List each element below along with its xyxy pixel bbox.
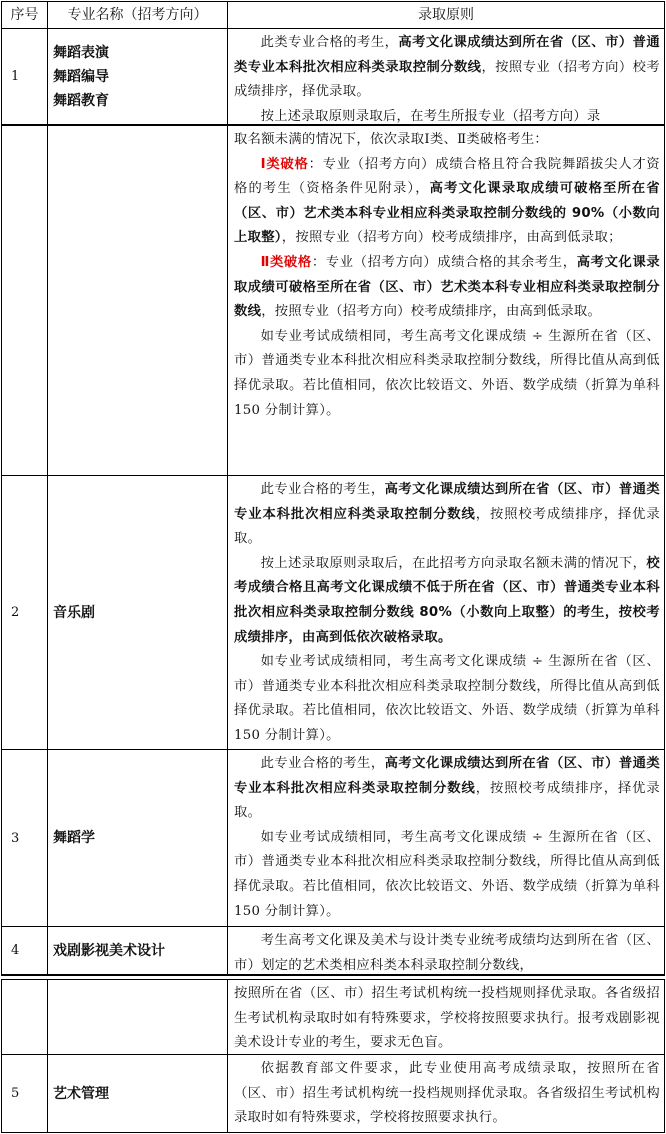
- row-index: 3: [11, 830, 20, 846]
- principle-paragraph: Ⅱ类破格：专业（招考方向）成绩合格的其余考生，高考文化课录取成绩可破格至所在省（区、市）艺术类本科专业相应科类录取控制分数线，按照专业（招考方向）校考成绩排序，由高到低录取。: [234, 254, 661, 320]
- major-name: 戏剧影视美术设计: [53, 942, 165, 959]
- principle-paragraph: 如专业考试成绩相同，考生高考文化课成绩 ÷ 生源所在省（区、市）普通类专业本科批次相应科类录取控制分数线，所得比值从高到低择优录取。若比值相同，依次比较语文、外语、数学成绩（折算为单科 150 分制计算）。: [234, 328, 660, 418]
- principle-paragraph: 考生高考文化课及美术与设计类专业统考成绩均达到所在省（区、市）划定的艺术类相应科类本科录取控制分数线，: [234, 933, 660, 973]
- major-names: [48, 29, 227, 124]
- major-name: 舞蹈教育: [53, 92, 109, 109]
- principle-text: [228, 1055, 664, 1132]
- header-principle: 录取原则: [418, 7, 474, 23]
- principle-paragraph: 此专业合格的考生，高考文化课成绩达到所在省（区、市）普通类专业本科批次相应科类录取控制分数线，按照校考成绩排序，择优录取。: [234, 756, 661, 821]
- principle-text: [228, 126, 664, 475]
- row-index: 4: [11, 943, 20, 958]
- principle-paragraph: 按上述录取原则录取后，在此招考方向录取名额未满的情况下，校考成绩合格且高考文化课成绩不低于所在省（区、市）普通类专业本科批次相应科类录取控制分数线 80%（小数向上取整）的考生，按校考成绩排序，由高到低依次破格录取。: [234, 555, 660, 645]
- principle-paragraph: 依据教育部文件要求，此专业使用高考成绩录取，按照所在省（区、市）招生考试机构统一投档规则择优录取。各省级招生考试机构录取时如有特殊要求，学校将按照要求执行。: [234, 1061, 660, 1126]
- principle-text: [228, 980, 664, 1054]
- row-index: 1: [11, 69, 20, 84]
- principle-text: [228, 29, 664, 124]
- major-name: 舞蹈表演: [53, 44, 109, 61]
- principle-paragraph: 如专业考试成绩相同，考生高考文化课成绩 ÷ 生源所在省（区、市）普通类专业本科批次相应科类录取控制分数线，所得比值从高到低择优录取。若比值相同，依次比较语文、外语、数学成绩（折算为单科 150 分制计算）。: [234, 829, 660, 919]
- table-border-bottom: [1, 1132, 665, 1133]
- row-index: 5: [11, 1086, 20, 1101]
- principle-paragraph: 按上述录取原则录取后，在考生所报专业（招考方向）录: [260, 108, 601, 124]
- exception-label: Ⅰ类破格: [260, 156, 309, 172]
- exception-label: Ⅱ类破格: [260, 254, 312, 270]
- principle-paragraph: 此专业合格的考生，高考文化课成绩达到所在省（区、市）普通类专业本科批次相应科类录取控制分数线，按照校考成绩排序，择优录取。: [234, 482, 661, 547]
- major-name: 舞蹈编导: [53, 68, 109, 85]
- header-index: 序号: [10, 7, 39, 23]
- principle-paragraph: 如专业考试成绩相同，考生高考文化课成绩 ÷ 生源所在省（区、市）普通类专业本科批次相应科类录取控制分数线，所得比值从高到低择优录取。若比值相同，依次比较语文、外语、数学成绩（折算为单科 150 分制计算）。: [234, 654, 660, 743]
- principle-paragraph: Ⅰ类破格：专业（招考方向）成绩合格且符合我院舞蹈拔尖人才资格的考生（资格条件见附录），高考文化课录取成绩可破格至所在省（区、市）艺术类本科专业相应科类录取控制分数线的 90%（小数向上取整），按照专业（招考方向）校考成绩排序，由高到低录取；: [234, 156, 661, 246]
- table-border-right: [664, 1, 665, 975]
- header-major: 专业名称（招考方向）: [67, 7, 208, 23]
- principle-text: [228, 927, 664, 974]
- row-index: 2: [11, 605, 20, 620]
- major-name: 艺术管理: [53, 1085, 109, 1102]
- principle-paragraph: 按照所在省（区、市）招生考试机构统一投档规则择优录取。各省级招生考试机构录取时如有特殊要求，学校将按照要求执行。报考戏剧影视美术设计专业的考生，要求无色盲。: [234, 986, 660, 1051]
- major-name: 舞蹈学: [53, 830, 95, 846]
- page-break-rule: [1, 974, 665, 976]
- principle-paragraph: 取名额未满的情况下，依次录取Ⅰ类、Ⅱ类破格考生：: [234, 132, 549, 147]
- principle-text: [228, 476, 664, 749]
- major-name: 音乐剧: [53, 604, 95, 621]
- principle-text: [228, 750, 664, 926]
- principle-paragraph: 此类专业合格的考生，高考文化课成绩达到所在省（区、市）普通类专业本科批次相应科类录取控制分数线，按照专业（招考方向）校考成绩排序，择优录取。: [234, 35, 661, 100]
- table-border-right: [664, 979, 665, 1133]
